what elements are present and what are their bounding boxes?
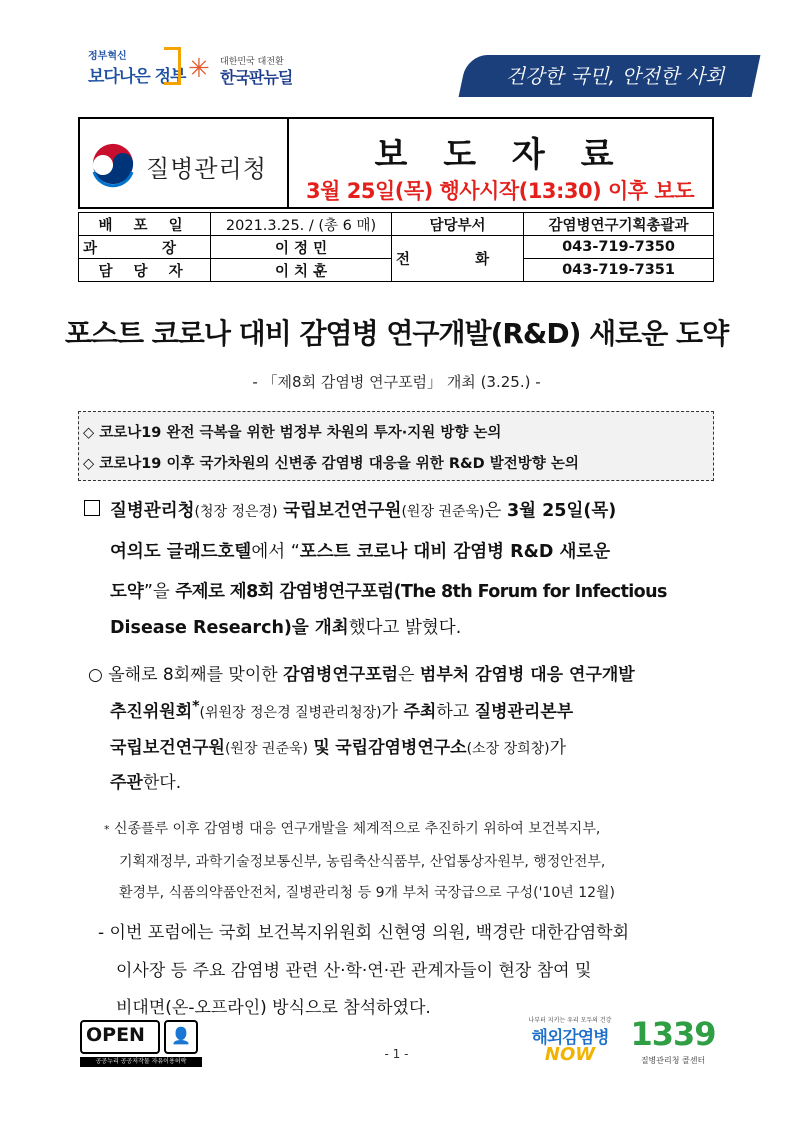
- table-row: [79, 236, 714, 259]
- text-run: 도약: [110, 582, 144, 602]
- newdeal-small-text: 대한민국 대전환: [220, 57, 284, 67]
- paragraph-1-line-1: [110, 497, 616, 522]
- chief-value: 이 정 민: [211, 236, 392, 259]
- open-caption: 공공누리 공공저작물 자유이용허락: [80, 1057, 202, 1067]
- text-run: 하고: [436, 702, 470, 722]
- text-run: 한다.: [142, 773, 182, 793]
- taegeuk-emblem-icon: [88, 139, 138, 189]
- text-run: 범부처 감염병 대응 연구개발: [419, 665, 635, 685]
- newdeal-star-icon: ✳: [188, 54, 210, 84]
- text-run: (원장 권준욱): [224, 741, 308, 757]
- text-run: (위원장 정은경 질병관리청장): [199, 705, 382, 721]
- bracket-icon: [164, 47, 181, 85]
- footnote-line-2: 기획재정부, 과학기술정보통신부, 농림축산식품부, 산업통상자원부, 행정안전부,: [119, 854, 606, 870]
- text-run: 감염병연구포럼: [283, 665, 399, 685]
- paragraph-3-line-1: - 이번 포럼에는 국회 보건복지위원회 신현영 의원, 백경란 대한감염학회: [98, 923, 630, 943]
- text-run: 주제로 제8회 감염병연구포럼(The 8th Forum for Infectious: [175, 582, 667, 602]
- text-run: 은: [398, 665, 415, 685]
- paragraph-2-line-1: [88, 660, 635, 685]
- summary-item: ◇ 코로나19 완전 극복을 위한 범정부 차원의 투자·지원 방향 논의: [83, 425, 502, 441]
- overseas-infection-now-logo: [522, 1015, 618, 1065]
- summary-item: ◇ 코로나19 이후 국가차원의 신변종 감염병 대응을 위한 R&D 발전방향 논의: [83, 456, 579, 472]
- paragraph-3-line-2: 이사장 등 주요 감염병 관련 산·학·연·관 관계자들이 현장 참여 및: [116, 961, 592, 981]
- embargo-notice: 3월 25일(목) 행사시작(13:30) 이후 보도: [306, 179, 694, 203]
- text-run: 3월 25일(목): [506, 501, 617, 521]
- text-run: 은: [484, 501, 502, 521]
- subheadline: - 「제8회 감염병 연구포럼」 개최 (3.25.) -: [252, 373, 541, 391]
- newdeal-text: 한국판뉴딜: [220, 68, 293, 87]
- paragraph-1-line-3: [110, 578, 667, 603]
- date-value: 2021.3.25. / (총 6 매): [211, 213, 392, 236]
- phone-2: 043-719-7351: [524, 259, 714, 282]
- paragraph-3-line-3: 비대면(온-오프라인) 방식으로 참석하였다.: [116, 998, 431, 1018]
- footnote-star: *: [104, 823, 110, 836]
- hotline-caption: 질병관리청 콜센터: [640, 1056, 706, 1065]
- chief-label: 과 장: [79, 236, 211, 259]
- kdca-logo: [88, 137, 283, 192]
- text-run: 및: [313, 738, 330, 758]
- korean-new-deal-logo: [188, 50, 328, 90]
- department-label: 담당부서: [392, 213, 524, 236]
- paragraph-2-line-3: [110, 733, 566, 758]
- now-small-text: 나부터 지키는 우리 모두의 건강: [528, 1017, 612, 1024]
- footnote-line-1: [104, 818, 600, 838]
- paragraph-2-line-2: [110, 697, 573, 722]
- person-icon: 👤: [164, 1020, 198, 1054]
- hotline-number: 1339: [630, 1015, 716, 1053]
- page-number: - 1 -: [384, 1047, 409, 1061]
- circle-bullet-icon: ○: [88, 665, 103, 685]
- text-run: 했다고 밝혔다.: [348, 618, 462, 638]
- open-text: OPEN: [86, 1024, 145, 1046]
- headline: 포스트 코로나 대비 감염병 연구개발(R&D) 새로운 도약: [64, 317, 729, 350]
- text-run: 올해로 8회째를 맞이한: [108, 665, 278, 685]
- paragraph-2-line-4: [110, 768, 181, 793]
- text-run: 주최: [403, 702, 437, 722]
- kogl-open-license-logo: [80, 1020, 202, 1066]
- department-value: 감염병연구기획총괄과: [524, 213, 714, 236]
- table-row: [79, 213, 714, 236]
- summary-box: [78, 411, 714, 481]
- now-text: NOW: [544, 1044, 596, 1065]
- paragraph-1-line-2: [110, 538, 610, 563]
- text-run: 질병관리청: [110, 501, 195, 521]
- footnote-line-3: 환경부, 식품의약품안전처, 질병관리청 등 9개 부처 국장급으로 구성('10년 12월): [119, 885, 616, 901]
- slogan-text: 건강한 국민, 안전한 사회: [505, 64, 725, 88]
- footnote-marker: *: [192, 698, 200, 715]
- text-run: Disease Research)을 개최: [110, 618, 349, 638]
- press-release-title: 보 도 자 료: [374, 135, 626, 175]
- text-run: 추진위원회: [110, 702, 193, 722]
- text-run: 가: [549, 738, 567, 758]
- text-run: 에서 “: [251, 542, 300, 562]
- text-run: (소장 장희창): [466, 741, 550, 757]
- date-label: 배 포 일: [79, 213, 211, 236]
- paragraph-1-line-4: [110, 614, 461, 639]
- text-run: 포스트 코로나 대비 감염병 R&D 새로운: [299, 542, 611, 562]
- now-title: 해외감염병: [531, 1028, 609, 1048]
- gov-logo-small-text: 정부혁신: [88, 51, 127, 62]
- text-run: 가: [381, 702, 399, 722]
- press-release-header: [78, 117, 714, 209]
- text-run: (원장 권준욱): [401, 504, 485, 520]
- text-run: 주관: [110, 773, 143, 793]
- hotline-1339-logo: [628, 1015, 718, 1065]
- gov-logo-text: 보다나은 정부: [88, 67, 186, 87]
- text-run: 여의도 글래드호텔: [110, 542, 252, 562]
- government-innovation-logo: [88, 45, 186, 91]
- text-run: (청장 정은경): [194, 504, 278, 520]
- text-run: 신종플루 이후 감염병 대응 연구개발을 체계적으로 추진하기 위하여 보건복지부,: [113, 821, 601, 837]
- text-run: 질병관리본부: [474, 702, 574, 722]
- checkbox-bullet-icon: [84, 500, 100, 516]
- phone-label: 전 화: [392, 236, 524, 282]
- text-run: ”을: [143, 582, 170, 602]
- text-run: 국립감염병연구소: [335, 738, 467, 758]
- agency-name: 질병관리청: [146, 155, 267, 183]
- staff-label: 담 당 자: [79, 259, 211, 282]
- contact-info-table: [78, 212, 714, 282]
- header-divider: [287, 119, 289, 207]
- text-run: 국립보건연구원: [283, 501, 402, 521]
- text-run: 국립보건연구원: [110, 738, 225, 758]
- staff-value: 이 치 훈: [211, 259, 392, 282]
- phone-1: 043-719-7350: [524, 236, 714, 259]
